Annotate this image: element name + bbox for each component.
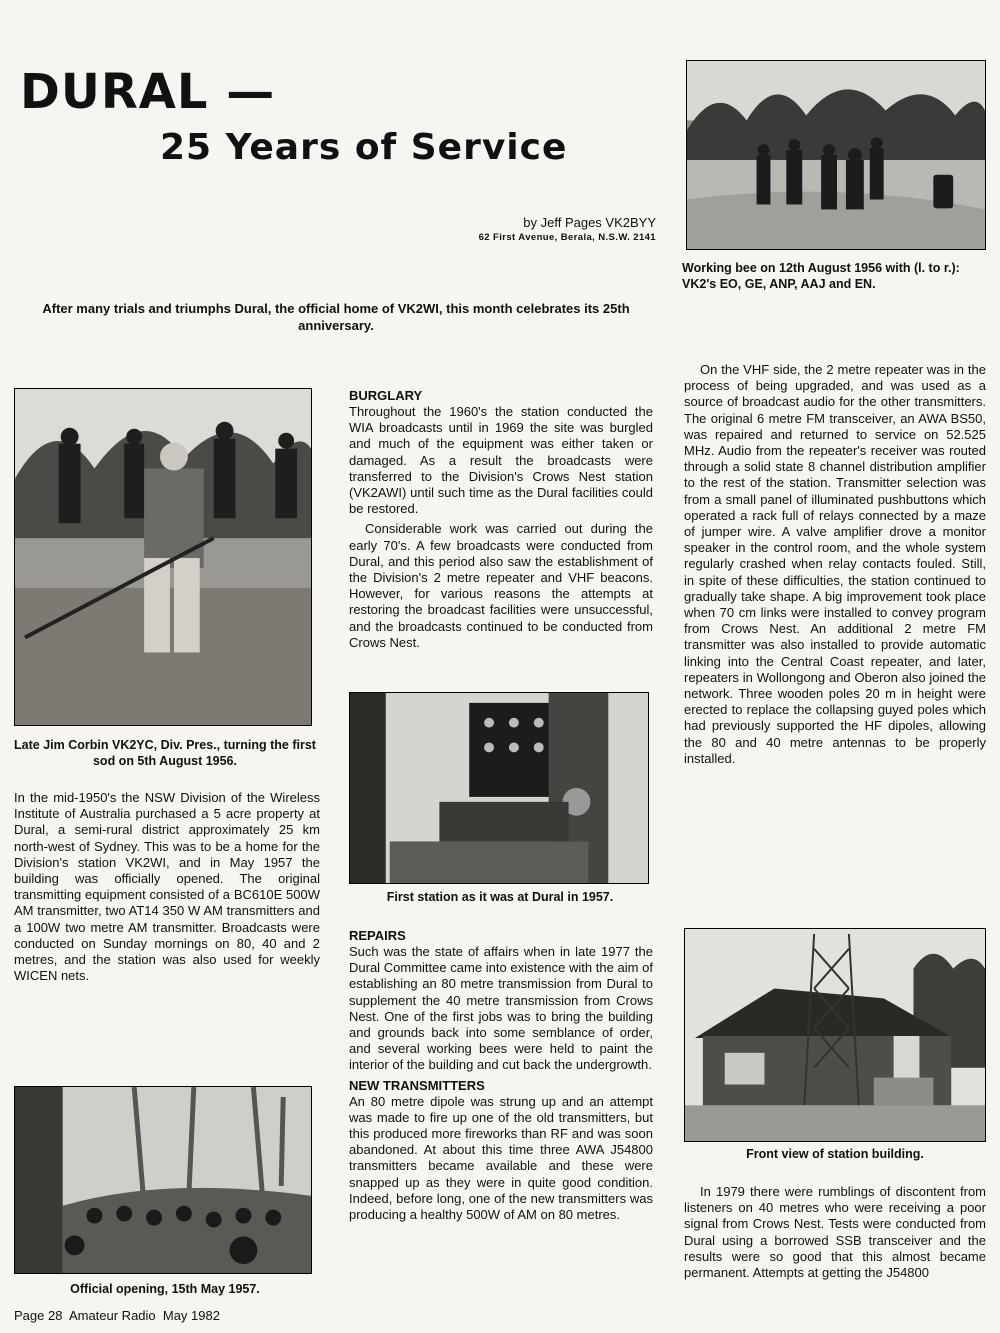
- first-sod-photo: [14, 388, 312, 726]
- heading-repairs: REPAIRS: [349, 928, 406, 943]
- column-1: [14, 790, 320, 988]
- front-view-photo: [684, 928, 986, 1142]
- page-footer: Page 28 Amateur Radio May 1982: [14, 1308, 220, 1323]
- headline-line1: DURAL —: [20, 64, 276, 120]
- heading-new-transmitters: NEW TRANSMITTERS: [349, 1077, 485, 1093]
- paragraph-repairs: Such was the state of affairs when in late 1977 the Dural Committee came into existence with the aim of establishing an 80 metre transmission from Dural to supplement the 40 metre transmission from Crows Nest. One of the first jobs was to bring the building and grounds back into some semblance of order, and several working bees were held to paint the interior of the building and cut back the undergrowth.: [349, 944, 653, 1073]
- column-2-bottom: [349, 926, 653, 1227]
- caption-official-opening: Official opening, 15th May 1957.: [70, 1282, 260, 1296]
- paragraph-new-transmitters: An 80 metre dipole was strung up and an attempt was made to fire up one of the old transmitters, but this produced more fireworks than RF and was soon abandoned. At about this time three AWA J54800 transmitters became available and these were snapped up as they were in quite good condition. Indeed, before long, one of the new transmitters was producing a healthy 500W of AM on 80 metres.: [349, 1093, 653, 1223]
- column-2-top: [349, 386, 653, 655]
- intro-standfirst: After many trials and triumphs Dural, the official home of VK2WI, this month celebrates its 25th anniversary.: [42, 301, 630, 333]
- paragraph-burglary-2: Considerable work was carried out during the early 70's. A few broadcasts were conducted from Dural, and this period also saw the establishment of the Division's 2 metre repeater and VHF beacons. However, for various reasons the attempts at restoring the broadcast facilities were unsuccessful, and the broadcasts continued to be conducted from Crows Nest.: [349, 521, 653, 650]
- first-station-photo: [349, 692, 649, 884]
- caption-first-station: First station as it was at Dural in 1957.: [386, 890, 614, 904]
- paragraph-burglary-1: Throughout the 1960's the station conducted the WIA broadcasts until in 1969 the site was burgled and much of the equipment was either taken or damaged. As a result the broadcasts were transferred to the Division's Crows Nest station (VK2AWI) until such time as the Dural facilities could be restored.: [349, 404, 653, 517]
- column-3-bottom: [684, 1184, 986, 1285]
- column-3-top: [684, 362, 986, 771]
- heading-burglary: BURGLARY: [349, 388, 423, 403]
- caption-front-view: Front view of station building.: [746, 1147, 924, 1161]
- official-opening-photo: [14, 1086, 312, 1274]
- paragraph-vhf: On the VHF side, the 2 metre repeater was in the process of being upgraded, and was used as a source of broadcast audio for the other transmitters. The original 6 metre FM transceiver, an AWA BS50, was repaired and returned to service on 52.525 MHz. Audio from the repeater's receiver was routed through a solid state 8 channel distribution amplifier to the rest of the station. Transmitter selection was from a small panel of illuminated pushbuttons which operated a rack full of relays connected by a maze of jumper wire. A valve amplifier drove a monitor speaker in the control room, and the whole system regularly crashed when relay contacts fouled. Still, in spite of these difficulties, the station continued to gradually take shape. A big improvement took place when 70 cm links were installed to convey program from Crows Nest. An additional 2 metre FM transmitter was also installed to provide automatic linking into the Central Coast repeater, and later, repeaters in Wollongong and Oberon also joined the network. Three wooden poles 20 m in height were erected to replace the collapsing guyed poles which had previously supported the HF dipoles, allowing the 80 and 40 metre antennas to be properly installed.: [684, 362, 986, 766]
- caption-working-bee: Working bee on 12th August 1956 with (l. to r.): VK2's EO, GE, ANP, AAJ and EN.: [682, 261, 960, 291]
- byline: by Jeff Pages VK2BYY: [523, 215, 656, 230]
- working-bee-photo: [686, 60, 986, 250]
- headline-line2: 25 Years of Service: [160, 127, 568, 168]
- caption-first-sod: Late Jim Corbin VK2YC, Div. Pres., turning the first sod on 5th August 1956.: [14, 738, 316, 768]
- author-address: 62 First Avenue, Berala, N.S.W. 2141: [478, 232, 656, 243]
- paragraph-mid-1950s: In the mid-1950's the NSW Division of the Wireless Institute of Australia purchased a 5 acre property at Dural, a semi-rural district approximately 25 km north-west of Sydney. This was to be a home for the Division's station VK2WI, and in May 1957 the building was officially opened. The original transmitting equipment consisted of a BC610E 500W AM transmitter, two AT14 350 W AM transmitters and a 100W two metre AM transmitter. Broadcasts were conducted on Sunday mornings on 80, 40 and 2 metres, and the station was also used for weekly WICEN nets.: [14, 790, 320, 984]
- paragraph-1979: In 1979 there were rumblings of discontent from listeners on 40 metres who were receiving a poor signal from Crows Nest. Tests were conducted from Dural using a borrowed SSB transceiver and the results were so good that this almost became permanent. Attempts at getting the J54800: [684, 1184, 986, 1281]
